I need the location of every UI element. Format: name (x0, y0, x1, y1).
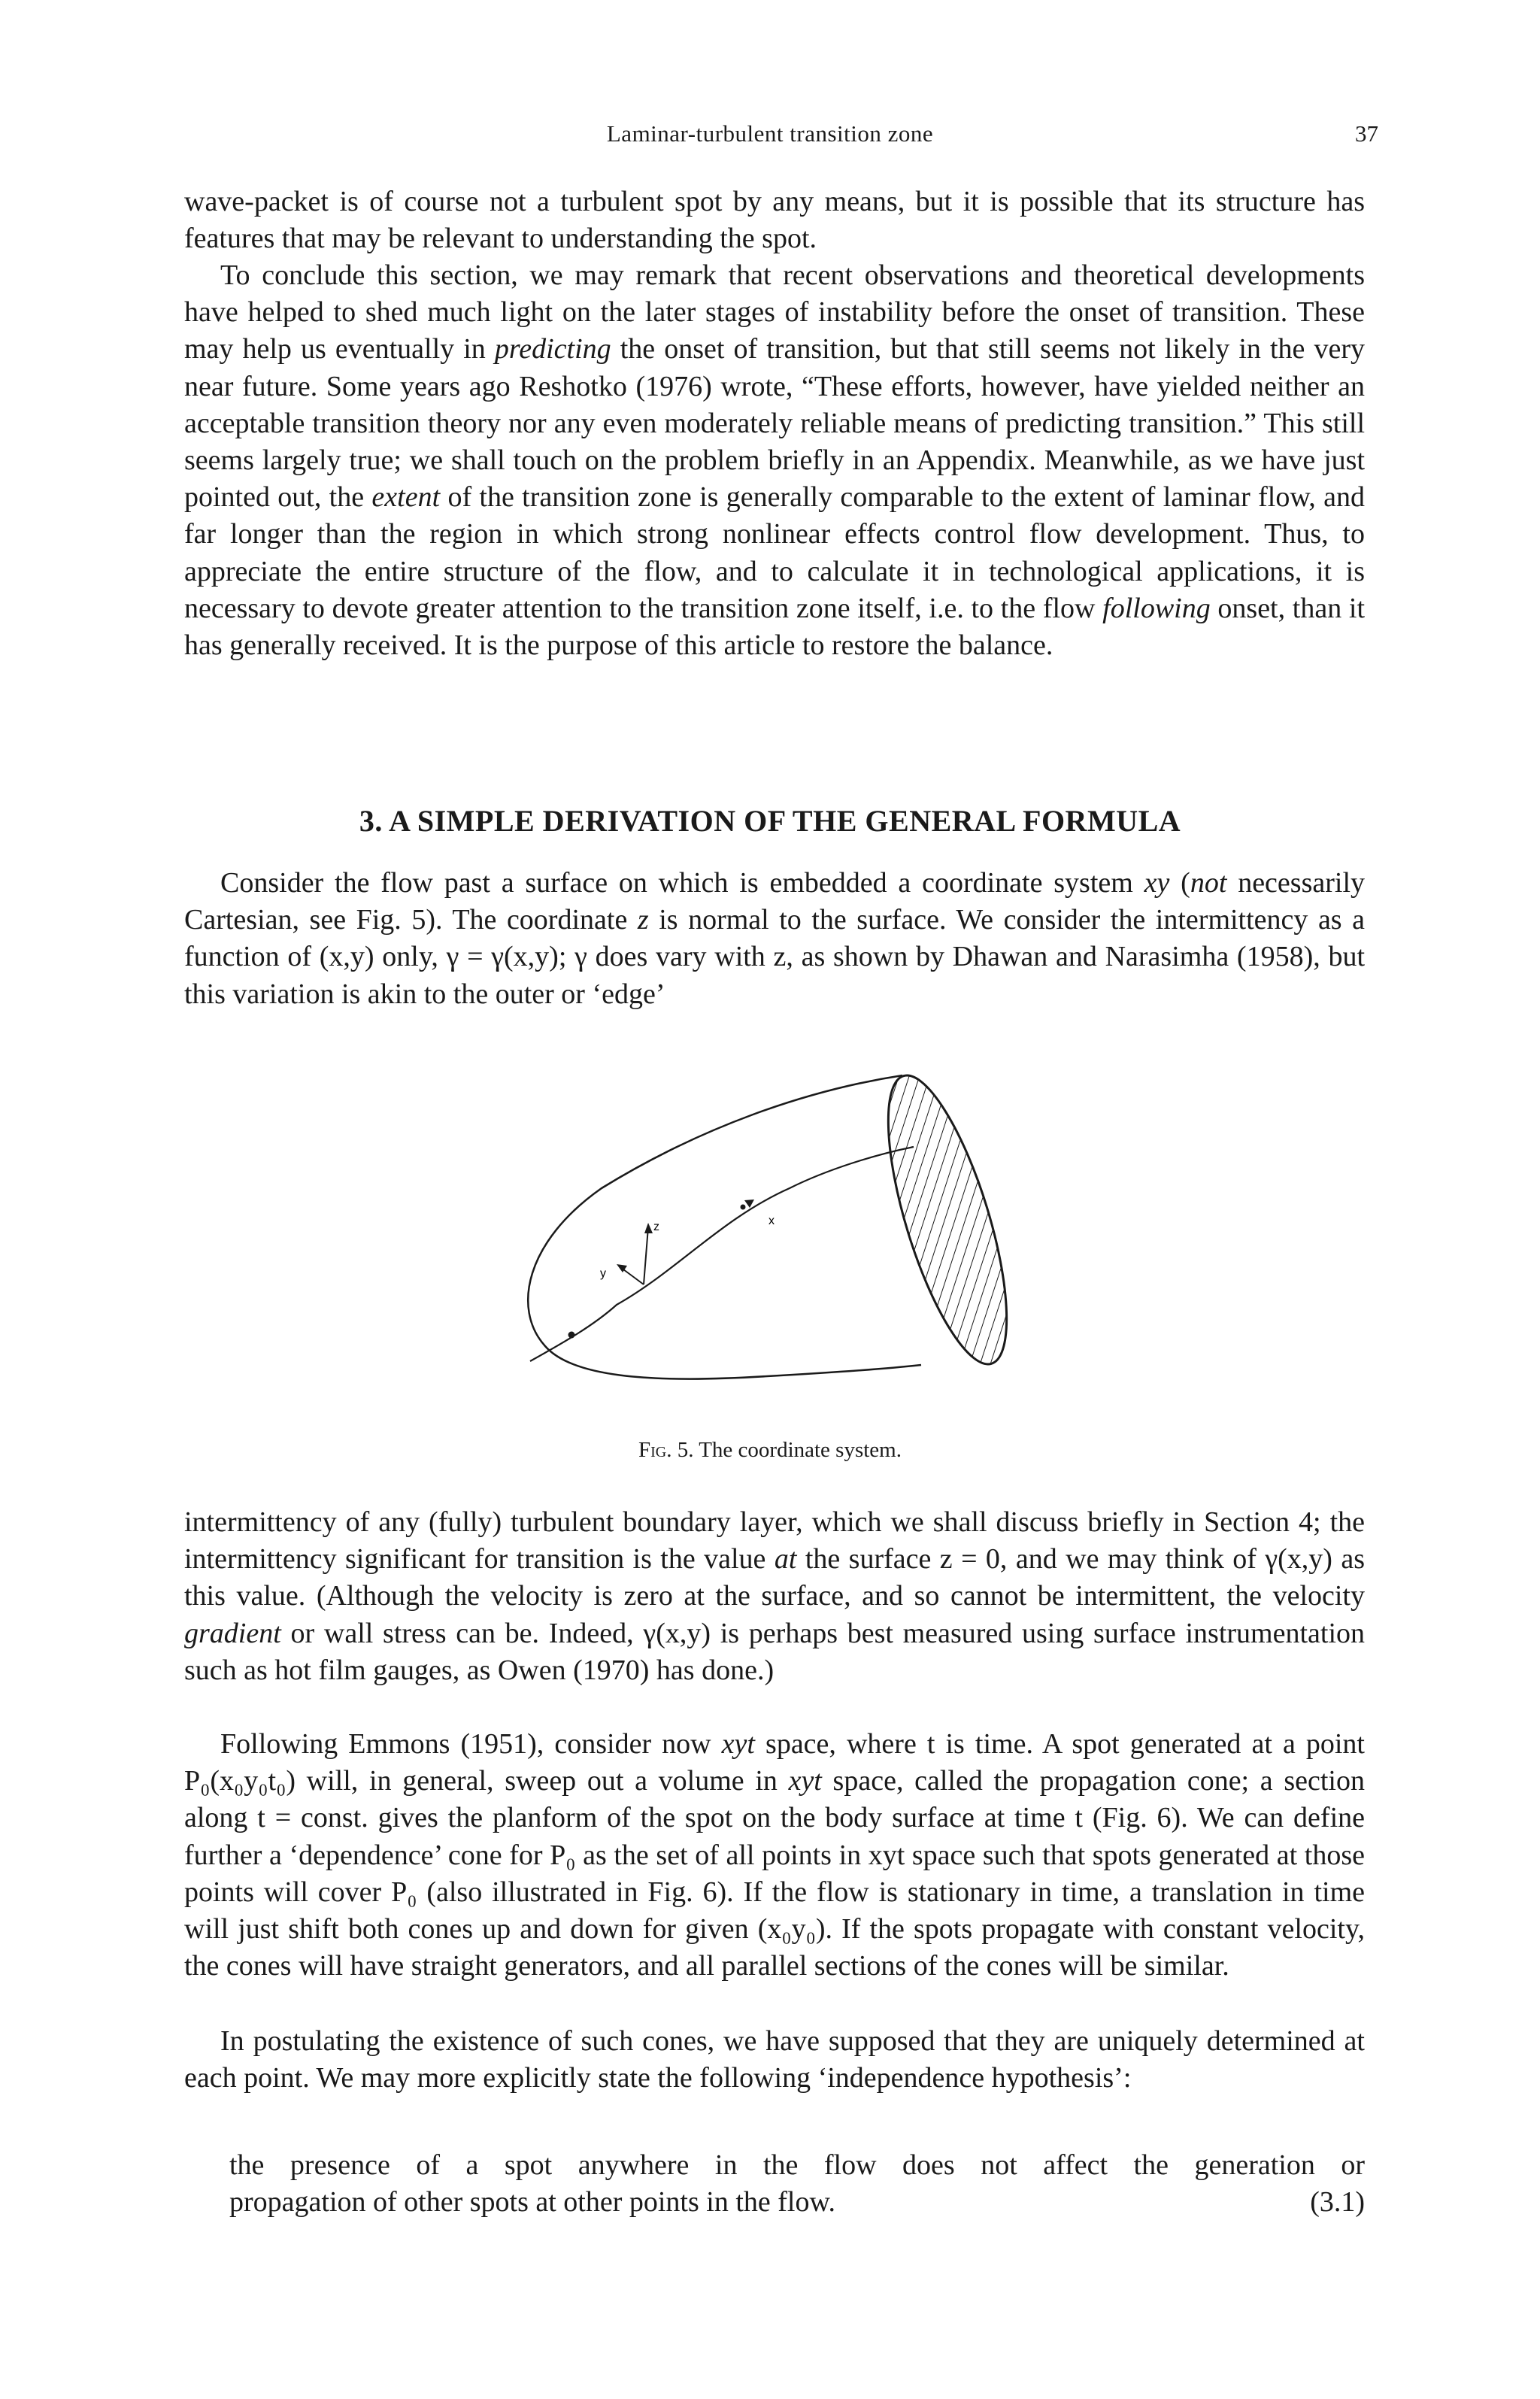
curve-point-upper (741, 1205, 746, 1210)
z-axis (644, 1227, 648, 1284)
paragraph-2-text-c: the onset of transition, but that still seems not likely in the very near future. Some years ago Reshotko (1976) wrote, “These efforts, however, have yielded neither an acceptable transition theory nor any even moderately reliable means of predicting transition.” This still seems largely true; we shall touch on the problem briefly in an Appendix. Meanwhile, as we have just pointed out, the (184, 333, 1366, 514)
emphasis-extent: extent (371, 481, 441, 514)
paragraph-4-text-e: or wall stress can be. Indeed, γ(x,y) is perhaps best measured using surface instrumentation such as hot film gauges, as Owen (1970) has done.) (184, 1617, 1365, 1686)
figure-caption-text: 5. The coordinate system. (671, 1438, 902, 1462)
axis-label-x: x (768, 1215, 775, 1227)
section-heading: 3. A SIMPLE DERIVATION OF THE GENERAL FORMULA (359, 804, 1181, 838)
hypothesis-line-1: the presence of a spot anywhere in the flow does not affect the generation or (229, 2149, 1365, 2181)
figure-caption-prefix: Fig. (638, 1438, 672, 1462)
emphasis-following: following (1102, 592, 1211, 624)
paragraph-2 (184, 257, 1365, 664)
emphasis-xyt-2: xyt (788, 1765, 822, 1797)
paragraph-5-text-e: space, called the propagation cone; a section along t = const. gives the planform of the spot on the body surface at time t (Fig. 6). We can define further a ‘dependence’ cone for P₀ as the set of all points in xyt space such that spots generated at those points will cover P₀ (also illustrated in Fig. 6). If the flow is stationary in time, a translation in time will just shift both cones up and down for given (x₀y₀). If the spots propagate with constant velocity, the cones will have straight generators, and all parallel sections of the cones will be similar. (184, 1765, 1365, 1982)
surface-curve (530, 1147, 914, 1361)
paragraph-5 (184, 1726, 1365, 1985)
hypothesis-line-2 (229, 2184, 1365, 2221)
curve-point-lower (568, 1332, 575, 1339)
emphasis-gradient: gradient (184, 1617, 281, 1649)
emphasis-xy: xy (1144, 867, 1170, 899)
paragraph-1 (184, 183, 1365, 257)
paragraph-4-text-a: intermittency of any (fully) turbulent boundary layer, which we shall discuss briefly in Section 4; the intermittency significant for transition is the value (184, 1506, 1365, 1576)
independence-hypothesis (229, 2147, 1365, 2221)
hypothesis-line-2-text: propagation of other spots at other points in the flow. (229, 2186, 835, 2219)
paragraph-3-text-c: ( (1169, 867, 1190, 899)
paragraph-3-text-e: necessarily Cartesian, see Fig. 5). The coordinate (184, 867, 1366, 936)
running-title: Laminar-turbulent transition zone (606, 120, 934, 147)
paragraph-6 (184, 2023, 1365, 2097)
figure-caption (0, 1438, 1540, 1463)
hatched-cross-section (864, 1064, 1031, 1376)
paragraph-3-text-a: Consider the flow past a surface on which is embedded a coordinate system (220, 867, 1144, 899)
paragraph-6-text: In postulating the existence of such cones, we have supposed that they are uniquely determined at each point. We may more explicitly state the following ‘independence hypothesis’: (184, 2025, 1365, 2094)
paragraph-2-text-e: of the transition zone is generally comparable to the extent of laminar flow, and far longer than the region in which strong nonlinear effects control flow development. Thus, to appreciate the entire structure of the flow, and to calculate it in technological applications, it is necessary to devote greater attention to the transition zone itself, i.e. to the flow (184, 481, 1365, 624)
emphasis-z: z (637, 904, 649, 936)
coordinate-system-diagram (481, 1045, 1068, 1414)
figure-coordinate-system (481, 1045, 1068, 1414)
paragraph-3-text-g: is normal to the surface. We consider the intermittency as a function of (x,y) only, γ = γ(x,y); γ does vary with z, as shown by Dhawan and Narasimha (1958), but this variation is akin to the outer or ‘edge’ (184, 904, 1365, 1010)
paragraph-5-text-a: Following Emmons (1951), consider now (220, 1728, 722, 1760)
paragraph-1-text: wave-packet is of course not a turbulent spot by any means, but it is possible that its structure has features that may be relevant to understanding the spot. (184, 186, 1365, 255)
emphasis-at: at (774, 1543, 797, 1576)
page-number: 37 (1355, 120, 1378, 147)
paragraph-2-text-a: To conclude this section, we may remark that recent observations and theoretical developments have helped to shed much light on the later stages of instability before the onset of transition. These may help us eventually in (184, 259, 1365, 365)
paragraph-2-text-g: onset, than it has generally received. It is the purpose of this article to restore the balance. (184, 592, 1365, 662)
paragraph-3 (184, 865, 1365, 1013)
x-arrowhead (744, 1200, 754, 1208)
z-arrowhead (644, 1223, 653, 1233)
emphasis-predicting: predicting (494, 333, 611, 365)
equation-number: (3.1) (1310, 2186, 1365, 2219)
page-header (0, 120, 1540, 158)
paragraph-4-text-c: the surface z = 0, and we may think of γ(x,y) as this value. (Although the velocity is zero at the surface, and so cannot be intermittent, the velocity (184, 1543, 1365, 1612)
axis-label-z: z (653, 1221, 659, 1233)
paragraph-4 (184, 1504, 1365, 1689)
axis-label-y: y (600, 1267, 606, 1280)
emphasis-xyt: xyt (721, 1728, 755, 1760)
paragraph-5-text-c: space, where t is time. A spot generated at a point P₀(x₀y₀t₀) will, in general, sweep out a volume in (184, 1728, 1365, 1797)
emphasis-not: not (1190, 867, 1227, 899)
